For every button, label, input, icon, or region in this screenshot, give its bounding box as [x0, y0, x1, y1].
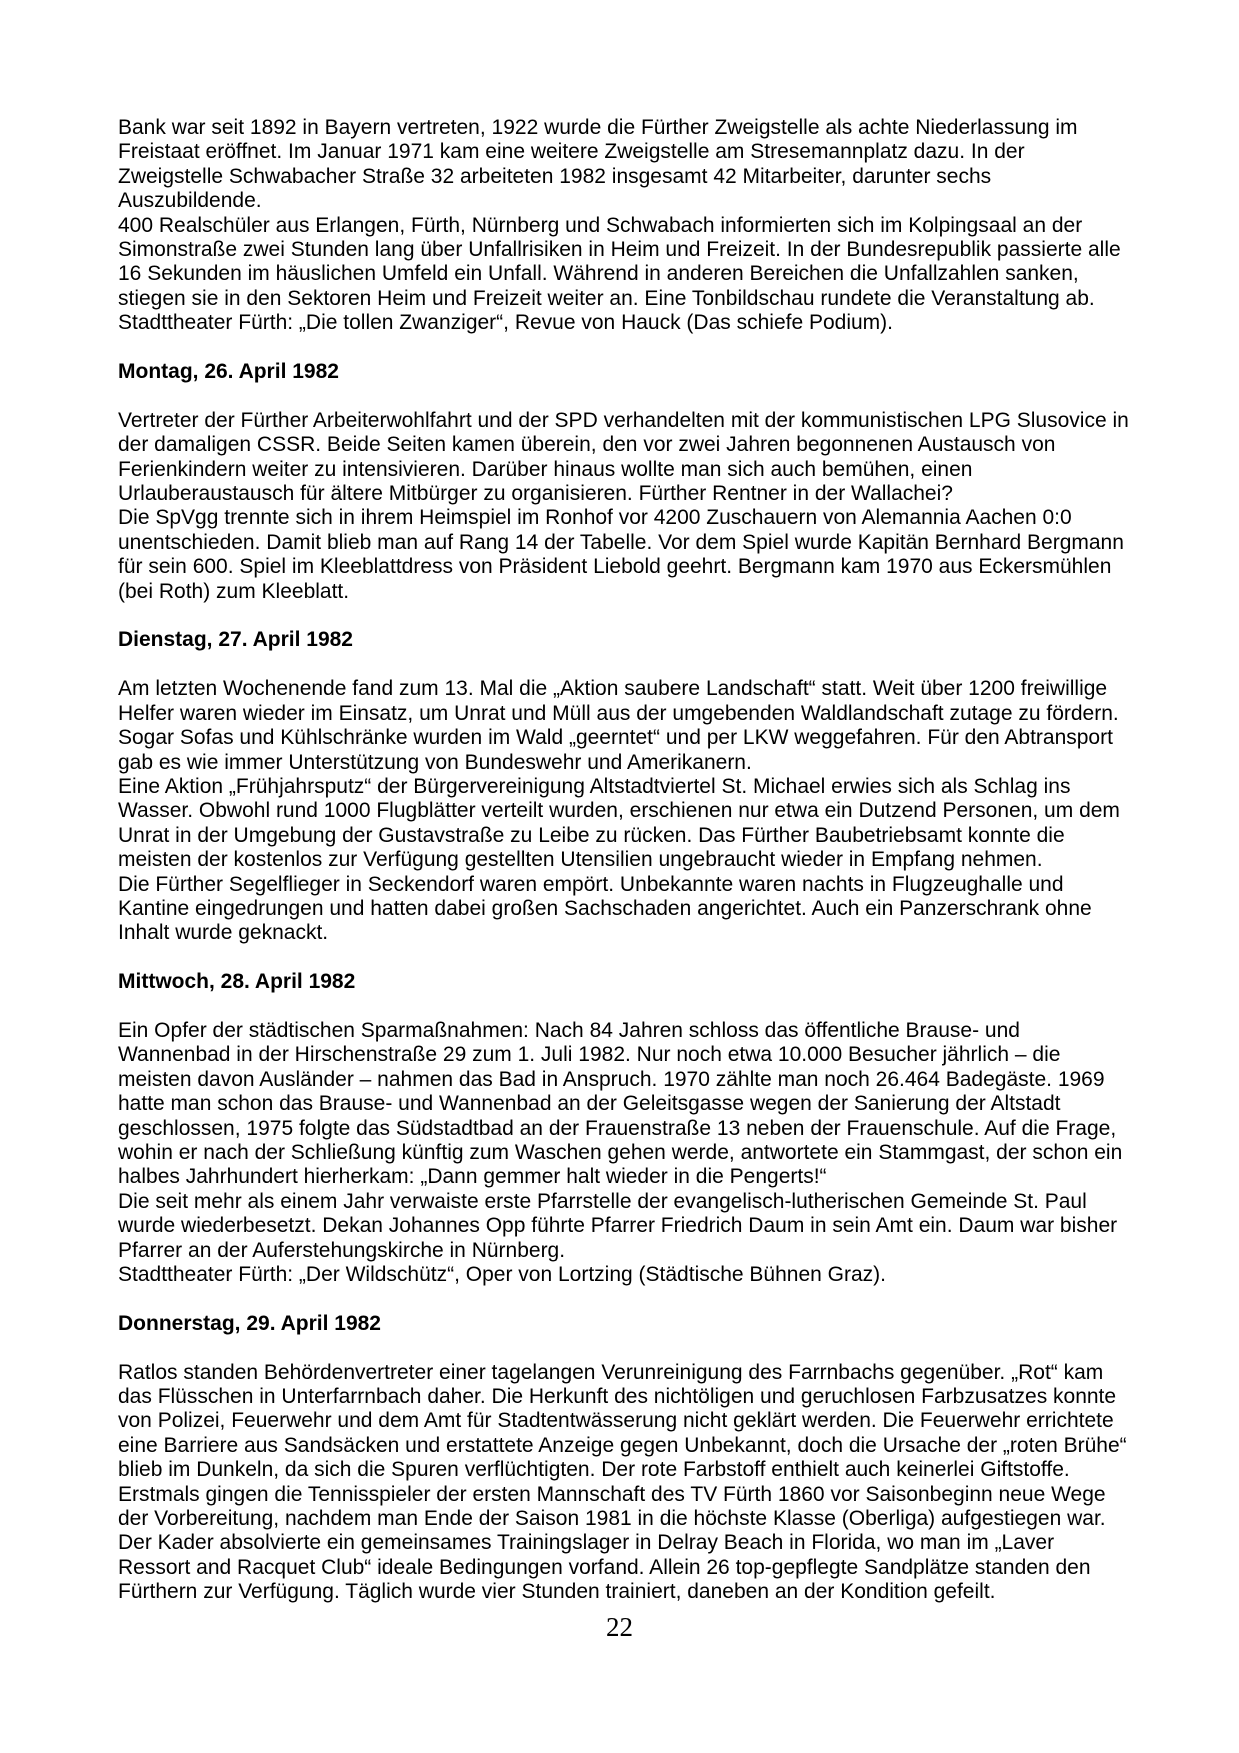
- text-line: Kantine eingedrungen und hatten dabei großen Sachschaden angerichtet. Auch ein Panzerschrank ohne: [118, 896, 1092, 920]
- text-line: Urlauberaustausch für ältere Mitbürger zu organisieren. Fürther Rentner in der Wallachei?: [118, 482, 953, 506]
- text-line: Stadttheater Fürth: „Der Wildschütz“, Oper von Lortzing (Städtische Bühnen Graz).: [118, 1263, 886, 1286]
- text-line: halbes Jahrhundert hierherkam: „Dann gemmer halt wieder in die Pengerts!“: [118, 1165, 827, 1189]
- page-number: 22: [606, 1612, 633, 1642]
- text-line: eine Barriere aus Sandsäcken und erstattete Anzeige gegen Unbekannt, doch die Ursache der „roten Brühe“: [118, 1433, 1127, 1457]
- text-line: Wasser. Obwohl rund 1000 Flugblätter verteilt wurden, erschienen nur etwa ein Dutzend Personen, um dem: [118, 799, 1120, 823]
- text-line: Stadttheater Fürth: „Die tollen Zwanziger“, Revue von Hauck (Das schiefe Podium).: [118, 311, 894, 335]
- text-line: Freistaat eröffnet. Im Januar 1971 kam eine weitere Zweigstelle am Stresemannplatz dazu. In der: [118, 140, 1025, 164]
- paragraph-block: [118, 1019, 1153, 1287]
- text-line: Ratlos standen Behördenvertreter einer tagelangen Verunreinigung des Farrnbachs gegenüber. „Rot“ kam: [118, 1360, 1104, 1384]
- heading-line: Donnerstag, 29. April 1982: [118, 1311, 381, 1335]
- heading-line: Dienstag, 27. April 1982: [118, 628, 353, 652]
- paragraph-block: [118, 1361, 1153, 1605]
- text-line: für sein 600. Spiel im Kleeblattdress von Präsident Liebold geehrt. Bergmann kam 1970 aus Eckersmühlen: [118, 555, 1112, 579]
- text-line: wurde wiederbesetzt. Dekan Johannes Opp führte Pfarrer Friedrich Daum in sein Amt ein. Daum war bisher: [118, 1214, 1118, 1238]
- text-line: Eine Aktion „Frühjahrsputz“ der Bürgervereinigung Altstadtviertel St. Michael erwies sich als Schlag ins: [118, 774, 1071, 798]
- text-line: Erstmals gingen die Tennisspieler der ersten Mannschaft des TV Fürth 1860 vor Saisonbeginn neue Wege: [118, 1482, 1106, 1506]
- text-line: Ressort and Racquet Club“ ideale Bedingungen vorfand. Allein 26 top-gepflegte Sandplätze standen den: [118, 1555, 1091, 1579]
- text-line: Die seit mehr als einem Jahr verwaiste erste Pfarrstelle der evangelisch-lutherischen Gemeinde St. Paul: [118, 1189, 1087, 1213]
- text-line: meisten davon Ausländer – nahmen das Bad in Anspruch. 1970 zählte man noch 26.464 Badegäste. 1969: [118, 1067, 1105, 1091]
- text-line: Am letzten Wochenende fand zum 13. Mal die „Aktion saubere Landschaft“ statt. Weit über 1200 freiwillige: [118, 677, 1108, 701]
- text-line: Fürthern zur Verfügung. Täglich wurde vier Stunden trainiert, daneben an der Kondition gefeilt.: [118, 1580, 996, 1604]
- text-line: 16 Sekunden im häuslichen Umfeld ein Unfall. Während in anderen Bereichen die Unfallzahlen sanken,: [118, 262, 1079, 286]
- section-heading: [118, 970, 1153, 994]
- text-line: 400 Realschüler aus Erlangen, Fürth, Nürnberg und Schwabach informierten sich im Kolpingsaal an der: [118, 213, 1083, 237]
- section-heading: [118, 1312, 1153, 1336]
- text-line: hatte man schon das Brause- und Wannenbad an der Geleitsgasse wegen der Sanierung der Altstadt: [118, 1092, 1061, 1116]
- text-line: blieb im Dunkeln, da sich die Spuren verflüchtigten. Der rote Farbstoff enthielt auch keinerlei Giftstoffe.: [118, 1458, 1070, 1482]
- section-heading: [118, 628, 1153, 652]
- heading-line: Mittwoch, 28. April 1982: [118, 970, 356, 994]
- text-line: Der Kader absolvierte ein gemeinsames Trainingslager in Delray Beach in Florida, wo man im „Laver: [118, 1531, 1055, 1555]
- text-line: Bank war seit 1892 in Bayern vertreten, 1922 wurde die Fürther Zweigstelle als achte Niederlassung im: [118, 116, 1078, 139]
- text-line: meisten der kostenlos zur Verfügung gestellten Utensilien ungebraucht wieder in Empfang nehmen.: [118, 848, 1043, 872]
- text-line: Simonstraße zwei Stunden lang über Unfallrisiken in Heim und Freizeit. In der Bundesrepublik passierte alle: [118, 238, 1121, 262]
- text-line: Sogar Sofas und Kühlschränke wurden im Wald „geerntet“ und per LKW weggefahren. Für den Abtransport: [118, 726, 1113, 750]
- text-line: Helfer waren wieder im Einsatz, um Unrat und Müll aus der umgebenden Waldlandschaft zutage zu fördern.: [118, 701, 1119, 725]
- text-line: Ein Opfer der städtischen Sparmaßnahmen: Nach 84 Jahren schloss das öffentliche Brause- und: [118, 1018, 1020, 1042]
- text-line: wohin er nach der Schließung künftig zum Waschen gehen werde, antwortete ein Stammgast, der schon ein: [118, 1140, 1123, 1164]
- text-line: Die SpVgg trennte sich in ihrem Heimspiel im Ronhof vor 4200 Zuschauern von Alemannia Aachen 0:0: [118, 506, 1072, 530]
- paragraph-block: [118, 409, 1153, 604]
- paragraph-block: [118, 116, 1153, 336]
- text-line: gab es wie immer Unterstützung von Bundeswehr und Amerikanern.: [118, 750, 752, 774]
- text-line: Wannenbad in der Hirschenstraße 29 zum 1. Juli 1982. Nur noch etwa 10.000 Besucher jährlich – die: [118, 1043, 1061, 1067]
- text-line: der Vorbereitung, nachdem man Ende der Saison 1981 in die höchste Klasse (Oberliga) aufgestiegen war.: [118, 1507, 1106, 1531]
- text-line: der damaligen CSSR. Beide Seiten kamen überein, den vor zwei Jahren begonnenen Austausch von: [118, 433, 1056, 457]
- section-heading: [118, 360, 1153, 384]
- text-line: Ferienkindern weiter zu intensivieren. Darüber hinaus wollte man sich auch bemühen, einen: [118, 457, 973, 481]
- text-line: stiegen sie in den Sektoren Heim und Freizeit weiter an. Eine Tonbildschau rundete die Veranstaltung ab.: [118, 286, 1095, 310]
- text-line: von Polizei, Feuerwehr und dem Amt für Stadtentwässerung nicht geklärt werden. Die Feuerwehr errichtete: [118, 1409, 1114, 1433]
- text-line: Inhalt wurde geknackt.: [118, 921, 329, 945]
- text-line: geschlossen, 1975 folgte das Südstadtbad an der Frauenstraße 13 neben der Frauenschule. Auf die Frage,: [118, 1116, 1117, 1140]
- text-line: Auszubildende.: [118, 189, 262, 213]
- text-line: Zweigstelle Schwabacher Straße 32 arbeiteten 1982 insgesamt 42 Mitarbeiter, darunter sechs: [118, 164, 992, 188]
- text-line: Pfarrer an der Auferstehungskirche in Nürnberg.: [118, 1238, 566, 1262]
- text-line: unentschieden. Damit blieb man auf Rang 14 der Tabelle. Vor dem Spiel wurde Kapitän Bernhard Bergmann: [118, 530, 1124, 554]
- text-line: das Flüsschen in Unterfarrnbach daher. Die Herkunft des nichtöligen und geruchlosen Farbzusatzes konnte: [118, 1385, 1117, 1408]
- text-line: Die Fürther Segelflieger in Seckendorf waren empört. Unbekannte waren nachts in Flugzeughalle und: [118, 872, 1064, 896]
- heading-line: Montag, 26. April 1982: [118, 360, 339, 384]
- paragraph-block: [118, 677, 1153, 945]
- text-line: Unrat in der Umgebung der Gustavstraße zu Leibe zu rücken. Das Fürther Baubetriebsamt konnte die: [118, 823, 1065, 847]
- text-line: (bei Roth) zum Kleeblatt.: [118, 579, 350, 603]
- text-line: Vertreter der Fürther Arbeiterwohlfahrt und der SPD verhandelten mit der kommunistischen LPG Slusovice in: [118, 408, 1129, 432]
- document-content: [118, 116, 1153, 1605]
